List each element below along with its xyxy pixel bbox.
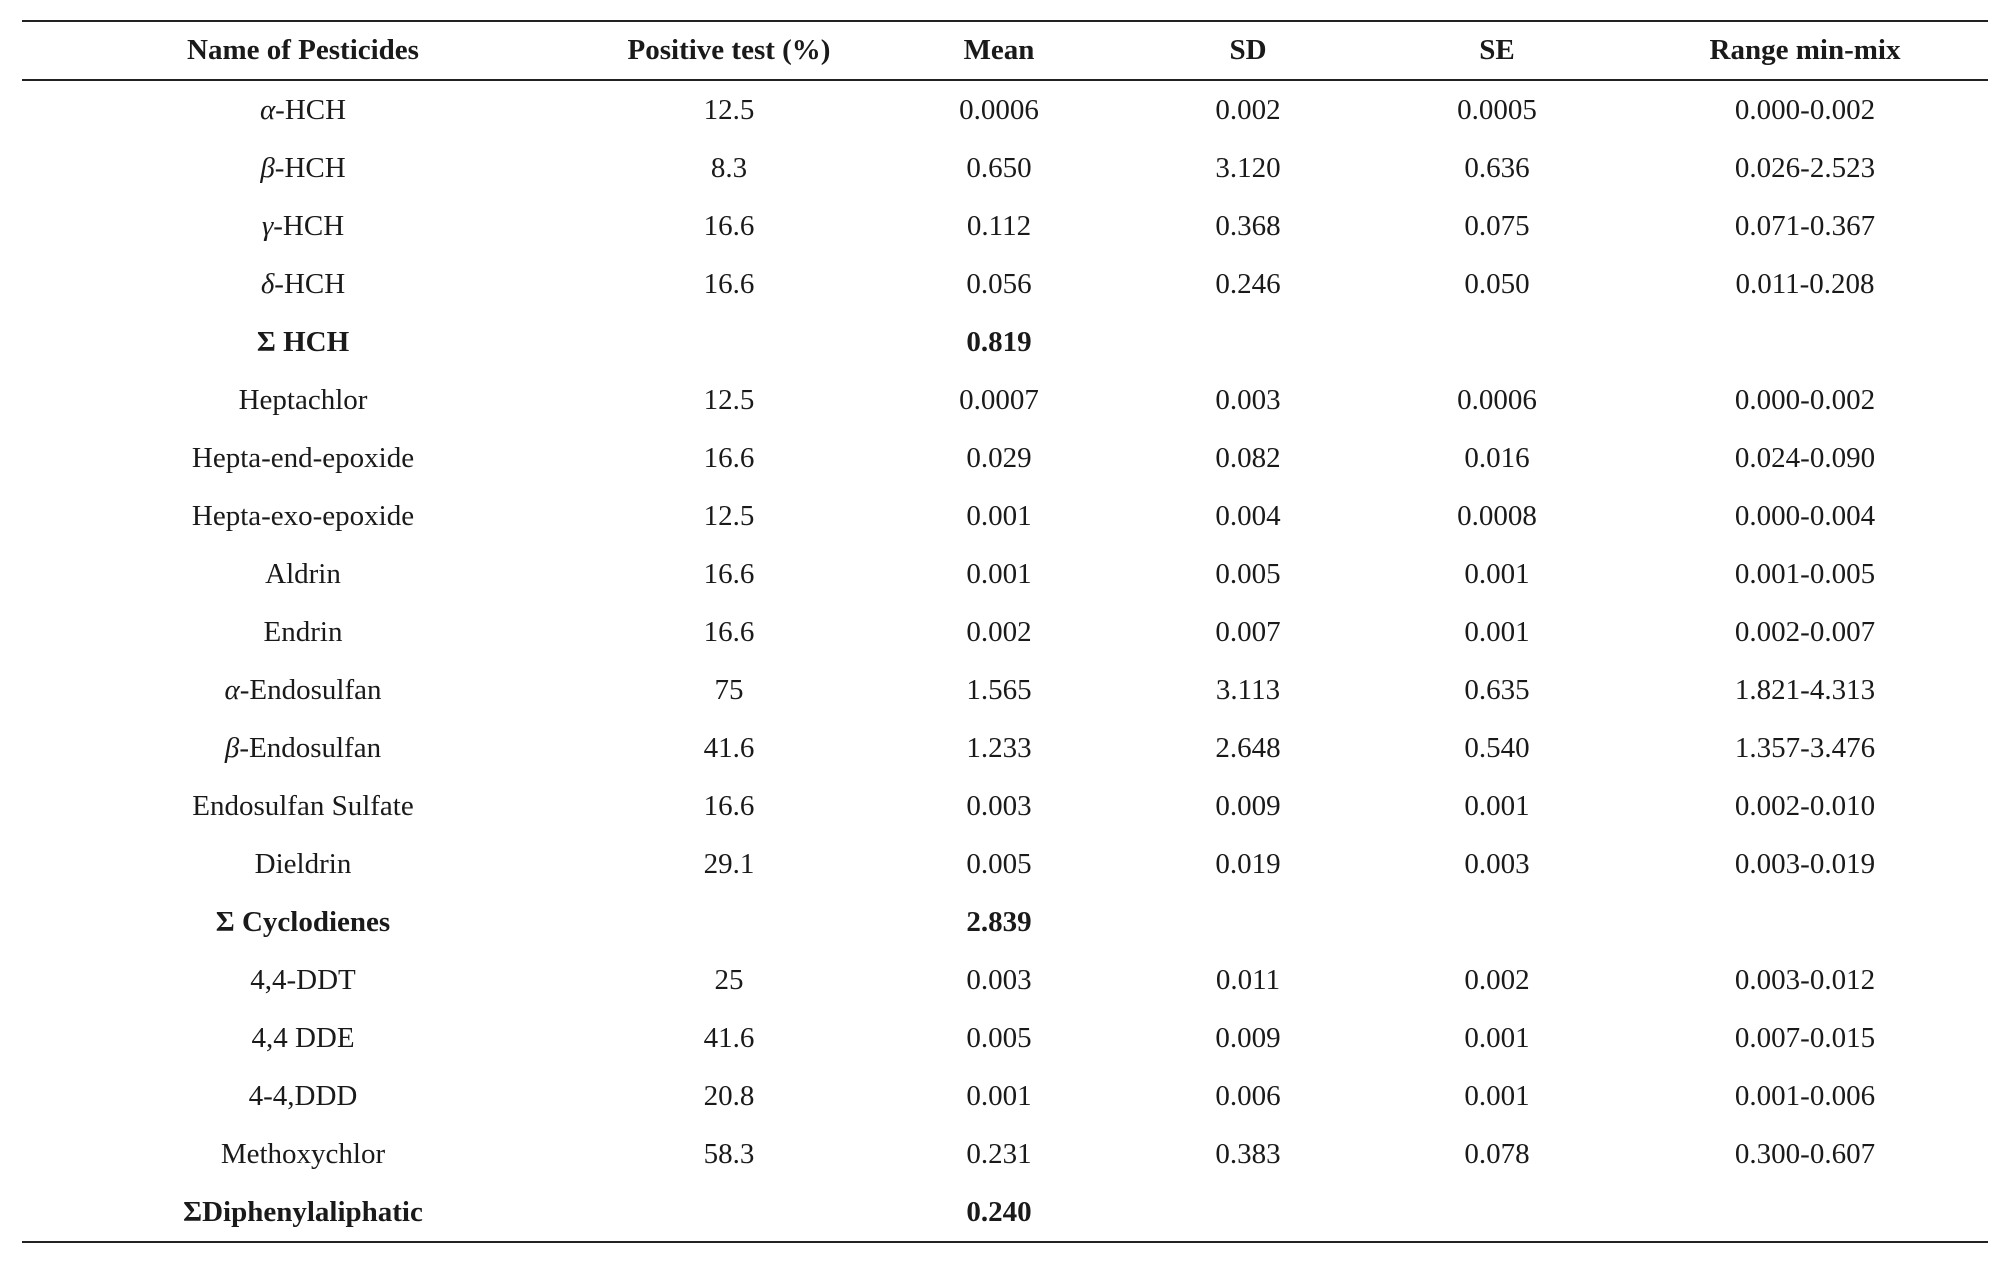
cell-pesticide-name — [22, 371, 584, 429]
header-range: Range min-mix — [1709, 34, 1901, 66]
cell-sd: 3.113 — [1215, 673, 1281, 706]
cell-mean: 0.056 — [966, 267, 1032, 300]
table-row — [22, 429, 1988, 487]
cell-mean: 0.112 — [966, 209, 1032, 242]
table-row — [22, 777, 1988, 835]
cell-pesticide-name — [22, 1009, 584, 1067]
pesticide-name-text: -Endosulfan — [239, 673, 382, 706]
pesticide-name-text: Σ Cyclodienes — [215, 905, 391, 938]
cell-positive-test: 16.6 — [703, 789, 755, 822]
cell-mean: 0.001 — [966, 499, 1032, 532]
cell-se: 0.0006 — [1457, 383, 1537, 416]
pesticide-name-text: Endosulfan Sulfate — [192, 789, 414, 822]
table-row — [22, 603, 1988, 661]
cell-pesticide-name — [22, 893, 584, 951]
cell-pesticide-name — [22, 429, 584, 487]
cell-positive-test — [584, 1183, 874, 1242]
cell-positive-test: 16.6 — [703, 267, 755, 300]
cell-se: 0.635 — [1464, 673, 1530, 706]
cell-se: 0.050 — [1464, 267, 1530, 300]
pesticide-name-text: Methoxychlor — [220, 1137, 386, 1170]
cell-pesticide-name — [22, 313, 584, 371]
cell-range — [1622, 893, 1988, 951]
table-row — [22, 1067, 1988, 1125]
cell-se: 0.078 — [1464, 1137, 1530, 1170]
cell-positive-test: 12.5 — [703, 383, 755, 416]
cell-positive-test: 16.6 — [703, 209, 755, 242]
cell-mean: 0.029 — [966, 441, 1032, 474]
cell-pesticide-name — [22, 719, 584, 777]
table-row — [22, 80, 1988, 139]
cell-positive-test: 16.6 — [703, 615, 755, 648]
cell-positive-test: 12.5 — [703, 499, 755, 532]
cell-positive-test: 58.3 — [703, 1137, 755, 1170]
cell-se — [1372, 1183, 1622, 1242]
cell-positive-test: 41.6 — [703, 731, 755, 764]
cell-range: 0.003-0.019 — [1734, 847, 1876, 880]
cell-mean: 0.003 — [966, 789, 1032, 822]
cell-positive-test: 8.3 — [710, 151, 748, 184]
cell-sd: 0.005 — [1215, 557, 1281, 590]
cell-sd: 0.009 — [1215, 1021, 1281, 1054]
cell-se: 0.001 — [1464, 1021, 1530, 1054]
header-row — [22, 21, 1988, 80]
pesticide-name-text: ΣDiphenylaliphatic — [183, 1195, 423, 1228]
table-body — [22, 80, 1988, 1242]
cell-se — [1372, 313, 1622, 371]
cell-pesticide-name — [22, 1183, 584, 1242]
cell-pesticide-name — [22, 139, 584, 197]
cell-se — [1372, 893, 1622, 951]
cell-mean: 0.0007 — [959, 383, 1039, 416]
table-row-sum — [22, 893, 1988, 951]
pesticide-name-text: Dieldrin — [254, 847, 352, 880]
cell-pesticide-name — [22, 255, 584, 313]
greek-prefix: γ — [261, 209, 274, 242]
cell-pesticide-name — [22, 603, 584, 661]
cell-sd: 0.368 — [1215, 209, 1281, 242]
table-row — [22, 1009, 1988, 1067]
pesticide-name-text: Σ HCH — [256, 325, 350, 358]
cell-mean: 2.839 — [966, 905, 1032, 938]
cell-sd: 3.120 — [1215, 151, 1281, 184]
cell-sd: 0.009 — [1215, 789, 1281, 822]
pesticide-name-text: Heptachlor — [238, 383, 368, 416]
pesticide-name-text: -HCH — [273, 209, 345, 242]
cell-sd: 0.007 — [1215, 615, 1281, 648]
cell-positive-test: 75 — [714, 673, 744, 706]
cell-pesticide-name — [22, 487, 584, 545]
table-header — [22, 21, 1988, 80]
cell-pesticide-name — [22, 951, 584, 1009]
table-row-sum — [22, 1183, 1988, 1242]
cell-sd — [1124, 313, 1372, 371]
cell-pesticide-name — [22, 197, 584, 255]
cell-se: 0.002 — [1464, 963, 1530, 996]
table-row — [22, 1125, 1988, 1183]
cell-range: 0.007-0.015 — [1734, 1021, 1876, 1054]
cell-sd: 0.246 — [1215, 267, 1281, 300]
cell-positive-test: 16.6 — [703, 557, 755, 590]
table-row — [22, 661, 1988, 719]
table-row — [22, 719, 1988, 777]
cell-se: 0.075 — [1464, 209, 1530, 242]
cell-positive-test: 20.8 — [703, 1079, 755, 1112]
cell-sd: 0.383 — [1215, 1137, 1281, 1170]
cell-positive-test: 25 — [714, 963, 744, 996]
cell-mean: 0.231 — [966, 1137, 1032, 1170]
pesticide-table-container — [22, 20, 1988, 1243]
cell-se: 0.003 — [1464, 847, 1530, 880]
cell-mean: 0.0006 — [959, 93, 1039, 126]
cell-sd: 0.082 — [1215, 441, 1281, 474]
table-row — [22, 487, 1988, 545]
pesticide-name-text: 4,4-DDT — [250, 963, 356, 996]
cell-positive-test: 41.6 — [703, 1021, 755, 1054]
cell-sd: 0.002 — [1215, 93, 1281, 126]
cell-range: 0.001-0.006 — [1734, 1079, 1876, 1112]
cell-range: 1.821-4.313 — [1734, 673, 1876, 706]
cell-range: 0.071-0.367 — [1734, 209, 1876, 242]
cell-range — [1622, 313, 1988, 371]
header-mean: Mean — [963, 34, 1035, 66]
cell-range: 0.000-0.002 — [1734, 383, 1876, 416]
cell-se: 0.636 — [1464, 151, 1530, 184]
cell-mean: 0.003 — [966, 963, 1032, 996]
cell-range: 0.001-0.005 — [1734, 557, 1876, 590]
cell-positive-test: 12.5 — [703, 93, 755, 126]
cell-mean: 0.001 — [966, 557, 1032, 590]
cell-se: 0.016 — [1464, 441, 1530, 474]
cell-se: 0.540 — [1464, 731, 1530, 764]
table-row — [22, 197, 1988, 255]
cell-range: 0.002-0.010 — [1734, 789, 1876, 822]
pesticide-name-text: -HCH — [275, 93, 347, 126]
cell-range: 1.357-3.476 — [1734, 731, 1876, 764]
greek-prefix: α — [259, 93, 276, 126]
cell-sd: 0.004 — [1215, 499, 1281, 532]
cell-sd: 0.011 — [1215, 963, 1281, 996]
cell-se: 0.001 — [1464, 1079, 1530, 1112]
cell-mean: 0.240 — [966, 1195, 1032, 1228]
cell-mean: 0.819 — [966, 325, 1032, 358]
pesticide-name-text: Hepta-end-epoxide — [191, 441, 415, 474]
greek-prefix: β — [224, 731, 240, 764]
pesticide-name-text: 4-4,DDD — [248, 1079, 358, 1112]
table-row — [22, 951, 1988, 1009]
greek-prefix: δ — [260, 267, 275, 300]
cell-mean: 0.002 — [966, 615, 1032, 648]
table-row — [22, 371, 1988, 429]
cell-sd: 0.006 — [1215, 1079, 1281, 1112]
pesticide-name-text: -HCH — [274, 267, 346, 300]
cell-pesticide-name — [22, 545, 584, 603]
cell-range: 0.011-0.208 — [1735, 267, 1875, 300]
header-sd: SD — [1229, 34, 1267, 66]
cell-mean: 0.005 — [966, 1021, 1032, 1054]
pesticide-name-text: Hepta-exo-epoxide — [191, 499, 415, 532]
cell-se: 0.0005 — [1457, 93, 1537, 126]
cell-se: 0.0008 — [1457, 499, 1537, 532]
table-row — [22, 139, 1988, 197]
header-se: SE — [1479, 34, 1515, 66]
cell-sd: 0.019 — [1215, 847, 1281, 880]
cell-positive-test — [584, 893, 874, 951]
cell-sd — [1124, 1183, 1372, 1242]
cell-range: 0.026-2.523 — [1734, 151, 1876, 184]
cell-range: 0.024-0.090 — [1734, 441, 1876, 474]
table-row — [22, 255, 1988, 313]
pesticide-name-text: Endrin — [263, 615, 343, 648]
cell-se: 0.001 — [1464, 557, 1530, 590]
greek-prefix: α — [224, 673, 240, 706]
cell-range: 0.002-0.007 — [1734, 615, 1876, 648]
cell-mean: 0.005 — [966, 847, 1032, 880]
pesticide-name-text: -HCH — [274, 151, 346, 184]
cell-positive-test: 29.1 — [703, 847, 755, 880]
pesticide-name-text: -Endosulfan — [239, 731, 382, 764]
cell-pesticide-name — [22, 777, 584, 835]
cell-pesticide-name — [22, 1067, 584, 1125]
cell-sd — [1124, 893, 1372, 951]
cell-range: 0.000-0.002 — [1734, 93, 1876, 126]
header-name-of-pesticides: Name of Pesticides — [187, 34, 419, 66]
cell-range — [1622, 1183, 1988, 1242]
cell-range: 0.300-0.607 — [1734, 1137, 1876, 1170]
cell-pesticide-name — [22, 1125, 584, 1183]
table-row — [22, 545, 1988, 603]
table-row — [22, 835, 1988, 893]
cell-mean: 0.650 — [966, 151, 1032, 184]
cell-pesticide-name — [22, 835, 584, 893]
cell-pesticide-name — [22, 80, 584, 139]
cell-se: 0.001 — [1464, 615, 1530, 648]
cell-positive-test — [584, 313, 874, 371]
cell-range: 0.003-0.012 — [1734, 963, 1876, 996]
cell-mean: 0.001 — [966, 1079, 1032, 1112]
cell-positive-test: 16.6 — [703, 441, 755, 474]
cell-range: 0.000-0.004 — [1734, 499, 1876, 532]
cell-se: 0.001 — [1464, 789, 1530, 822]
header-positive-test: Positive test (%) — [627, 34, 831, 66]
cell-sd: 2.648 — [1215, 731, 1281, 764]
greek-prefix: β — [260, 151, 275, 184]
table-row-sum — [22, 313, 1988, 371]
cell-pesticide-name — [22, 661, 584, 719]
pesticide-name-text: Aldrin — [265, 557, 341, 590]
pesticide-residue-table — [22, 20, 1988, 1243]
cell-mean: 1.233 — [966, 731, 1032, 764]
cell-mean: 1.565 — [966, 673, 1032, 706]
pesticide-name-text: 4,4 DDE — [251, 1021, 355, 1054]
cell-sd: 0.003 — [1215, 383, 1281, 416]
